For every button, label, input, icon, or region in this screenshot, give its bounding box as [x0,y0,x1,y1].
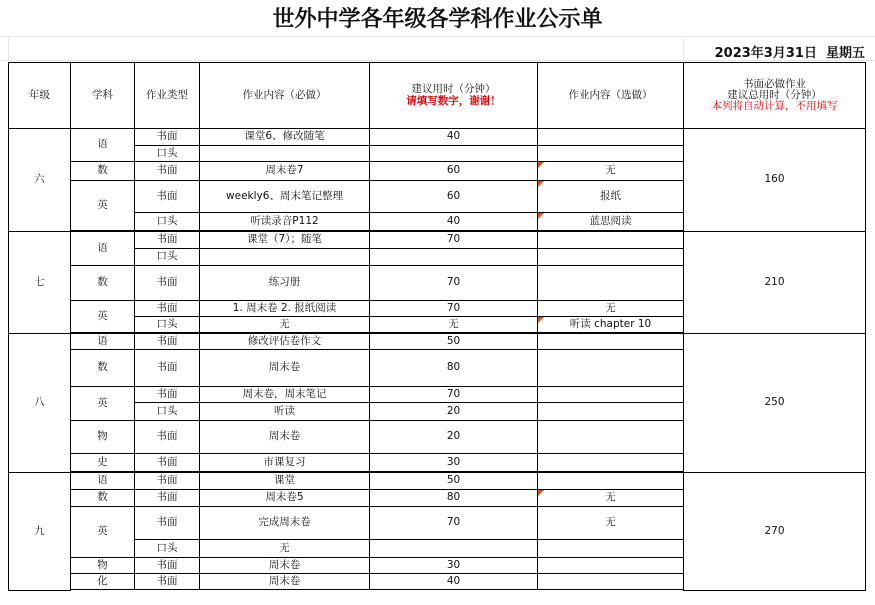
time-cell[interactable]: 无 [370,317,538,333]
time-cell[interactable]: 70 [370,507,538,540]
time-cell[interactable]: 50 [370,334,538,350]
required-cell[interactable] [200,249,370,266]
optional-cell[interactable]: 无 [538,507,684,540]
optional-cell[interactable] [538,146,684,162]
type-cell[interactable]: 口头 [135,317,200,333]
header-total[interactable] [684,63,866,129]
table-row [9,232,866,249]
time-cell[interactable] [370,249,538,266]
subject-cell[interactable]: 语 [71,473,135,490]
grade-cell[interactable]: 九 [9,473,71,591]
total-cell[interactable]: 210 [684,232,866,334]
type-cell[interactable]: 书面 [135,181,200,213]
required-cell[interactable]: 周末卷，周末笔记 [200,387,370,403]
type-cell[interactable]: 书面 [135,266,200,301]
type-cell[interactable]: 书面 [135,574,200,590]
required-cell[interactable]: 周末卷5 [200,490,370,507]
time-cell[interactable]: 40 [370,574,538,590]
type-cell[interactable]: 口头 [135,540,200,558]
subject-cell[interactable]: 化 [71,574,135,590]
optional-cell[interactable] [538,473,684,490]
type-cell[interactable]: 口头 [135,146,200,162]
required-cell[interactable]: 完成周末卷 [200,507,370,540]
header-row [9,63,866,129]
type-cell[interactable]: 书面 [135,473,200,490]
type-cell[interactable]: 书面 [135,350,200,387]
optional-cell[interactable] [538,334,684,350]
table-row [9,129,866,146]
required-cell[interactable]: 练习册 [200,266,370,301]
time-cell[interactable]: 50 [370,473,538,490]
time-cell[interactable]: 30 [370,454,538,472]
time-cell[interactable]: 20 [370,403,538,421]
optional-cell[interactable] [538,129,684,146]
required-cell[interactable]: 周末卷 [200,350,370,387]
optional-cell[interactable] [538,387,684,403]
grade-cell[interactable]: 六 [9,129,71,232]
table-row [9,334,866,350]
date-label: 2023年3月31日 星期五 [714,46,865,61]
type-cell[interactable]: 书面 [135,558,200,574]
header-total-line2: 建议总用时（分钟） [727,88,822,101]
header-subject[interactable]: 学科 [71,63,135,129]
total-cell[interactable]: 160 [684,129,866,232]
type-cell[interactable]: 书面 [135,334,200,350]
required-cell[interactable]: 周末卷 [200,421,370,454]
header-time-label: 建议用时（分钟） [411,83,496,96]
gridline [683,36,684,61]
required-cell[interactable] [200,146,370,162]
optional-cell[interactable] [538,540,684,558]
optional-cell[interactable] [538,249,684,266]
subject-cell[interactable]: 英 [71,181,135,231]
time-cell[interactable]: 80 [370,350,538,387]
time-cell[interactable]: 40 [370,213,538,231]
type-cell[interactable]: 书面 [135,232,200,249]
required-cell[interactable]: 1. 周末卷 2. 报纸阅读 [200,301,370,317]
header-optional[interactable]: 作业内容（选做） [538,63,684,129]
time-cell[interactable]: 60 [370,181,538,213]
subject-cell[interactable]: 史 [71,454,135,472]
optional-cell[interactable] [538,558,684,574]
header-time[interactable] [370,63,538,129]
required-cell[interactable]: weekly6、周末笔记整理 [200,181,370,213]
table-row [9,473,866,490]
time-cell[interactable]: 40 [370,129,538,146]
time-cell[interactable]: 70 [370,232,538,249]
header-total-line1: 书面必做作业 [743,77,806,90]
time-cell[interactable]: 20 [370,421,538,454]
optional-cell[interactable] [538,266,684,301]
optional-cell[interactable]: 听读 chapter 10 [538,317,684,333]
subject-cell[interactable]: 物 [71,421,135,454]
type-cell[interactable]: 书面 [135,454,200,472]
subject-cell[interactable]: 英 [71,507,135,558]
time-cell[interactable]: 70 [370,387,538,403]
subject-cell[interactable]: 物 [71,558,135,574]
homework-table [8,62,866,591]
time-cell[interactable] [370,540,538,558]
header-type[interactable]: 作业类型 [135,63,200,129]
optional-cell[interactable]: 蓝思阅读 [538,213,684,231]
type-cell[interactable]: 口头 [135,403,200,421]
header-time-note: 请填写数字，谢谢！ [406,94,501,107]
optional-cell[interactable]: 报纸 [538,181,684,213]
type-cell[interactable]: 书面 [135,162,200,181]
required-cell[interactable]: 听读录音P112 [200,213,370,231]
optional-cell[interactable] [538,350,684,387]
optional-cell[interactable] [538,574,684,590]
type-cell[interactable]: 书面 [135,301,200,317]
optional-cell[interactable]: 无 [538,301,684,317]
subject-cell[interactable]: 语 [71,232,135,266]
subject-cell[interactable]: 数 [71,490,135,507]
required-cell[interactable]: 周末卷 [200,558,370,574]
optional-cell[interactable] [538,454,684,472]
optional-cell[interactable] [538,232,684,249]
type-cell[interactable]: 书面 [135,421,200,454]
gridline [0,36,875,37]
type-cell[interactable]: 书面 [135,490,200,507]
time-cell[interactable]: 60 [370,162,538,181]
subject-cell[interactable]: 英 [71,387,135,421]
total-cell[interactable]: 250 [684,334,866,473]
header-required[interactable]: 作业内容（必做） [200,63,370,129]
type-cell[interactable]: 口头 [135,249,200,266]
grade-cell[interactable]: 七 [9,232,71,334]
required-cell[interactable]: 无 [200,317,370,333]
required-cell[interactable]: 课堂（7）；随笔 [200,232,370,249]
total-cell[interactable]: 270 [684,473,866,591]
optional-cell[interactable]: 无 [538,162,684,181]
subject-cell[interactable]: 英 [71,301,135,333]
type-cell[interactable]: 书面 [135,507,200,540]
subject-cell[interactable]: 数 [71,350,135,387]
required-cell[interactable]: 课堂6、修改随笔 [200,129,370,146]
required-cell[interactable]: 市课复习 [200,454,370,472]
type-cell[interactable]: 口头 [135,213,200,231]
header-grade[interactable]: 年级 [9,63,71,129]
sheet-title: 世外中学各年级各学科作业公示单 [272,7,603,32]
required-cell[interactable]: 无 [200,540,370,558]
optional-cell[interactable] [538,403,684,421]
header-total-note: 本列将自动计算，不用填写 [711,100,838,112]
optional-cell[interactable]: 无 [538,490,684,507]
optional-cell[interactable] [538,421,684,454]
time-cell[interactable]: 70 [370,301,538,317]
subject-cell[interactable]: 语 [71,129,135,162]
required-cell[interactable]: 周末卷7 [200,162,370,181]
type-cell[interactable]: 书面 [135,387,200,403]
required-cell[interactable]: 修改评估卷作文 [200,334,370,350]
time-cell[interactable] [370,146,538,162]
type-cell[interactable]: 书面 [135,129,200,146]
required-cell[interactable]: 听读 [200,403,370,421]
time-cell[interactable]: 70 [370,266,538,301]
required-cell[interactable]: 周末卷 [200,574,370,590]
time-cell[interactable]: 30 [370,558,538,574]
subject-cell[interactable]: 数 [71,162,135,181]
subject-cell[interactable]: 数 [71,266,135,301]
gridline [8,36,9,61]
required-cell[interactable]: 课堂 [200,473,370,490]
subject-cell[interactable]: 语 [71,334,135,350]
time-cell[interactable]: 80 [370,490,538,507]
grade-cell[interactable]: 八 [9,334,71,473]
